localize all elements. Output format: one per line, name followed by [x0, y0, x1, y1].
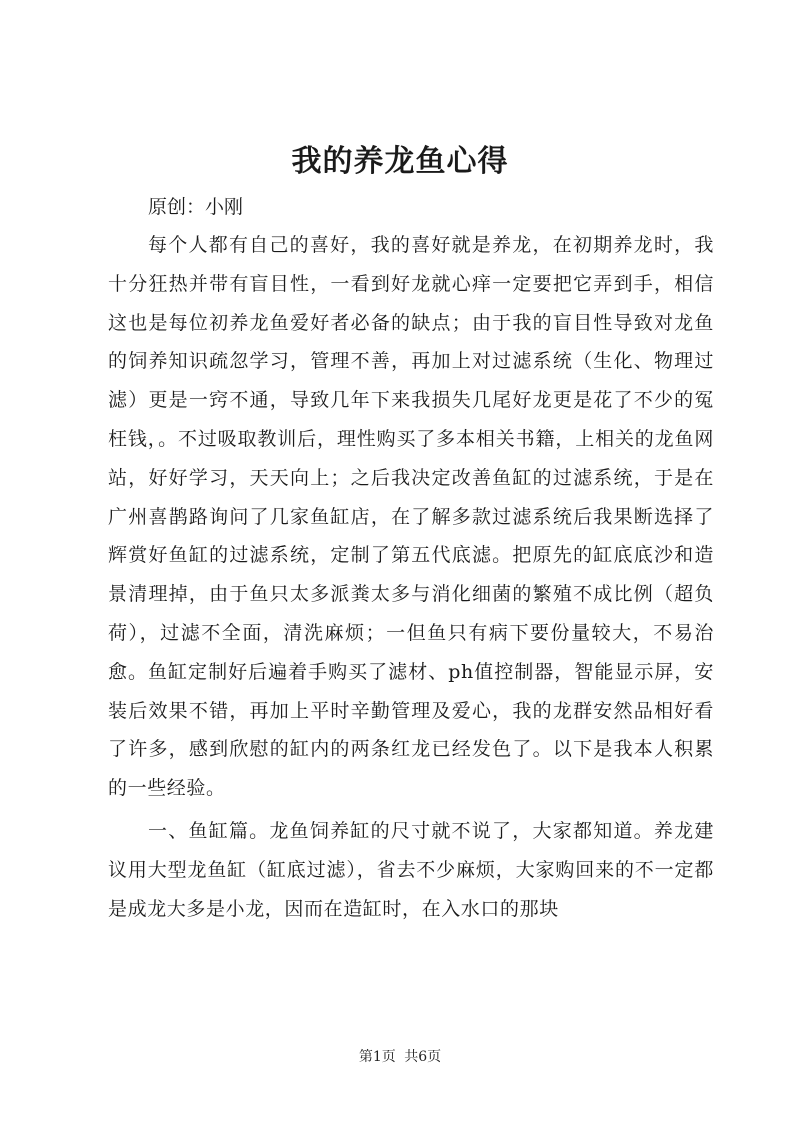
author-line: 原创：小刚	[148, 196, 244, 218]
paragraph-2: 一、鱼缸篇。龙鱼饲养缸的尺寸就不说了，大家都知道。养龙建议用大型龙鱼缸（缸底过滤），省去不少麻烦，大家购回来的不一定都是成龙大多是小龙，因而在造缸时，在入水口的那块	[108, 819, 714, 920]
page-number: 第1页	[358, 1049, 396, 1065]
paragraph-1: 每个人都有自己的喜好，我的喜好就是养龙，在初期养龙时，我十分狂热并带有盲目性，一看到好龙就心痒一定要把它弄到手，相信这也是每位初养龙鱼爱好者必备的缺点；由于我的盲目性导致对龙鱼的饲养知识疏忽学习，管理不善，再加上对过滤系统（生化、物理过滤）更是一窍不通，导致几年下来我损失几尾好龙更是花了不少的冤枉钱，。不过吸取教训后，理性购买了多本相关书籍，上相关的龙鱼网站，好好学习，天天向上；之后我决定改善鱼缸的过滤系统，于是在广州喜鹊路询问了几家鱼缸店，在了解多款过滤系统后我果断选择了辉赏好鱼缸的过滤系统，定制了第五代底滤。把原先的缸底底沙和造景清理掉，由于鱼只太多派粪太多与消化细菌的繁殖不成比例（超负荷），过滤不全面，清洗麻烦；一但鱼只有病下要份量较大，不易治愈。鱼缸定制好后遍着手购买了滤材、ph值控制器，智能显示屏，安装后效果不错，再加上平时辛勤管理及爱心，我的龙群安然品相好看了许多，感到欣慰的缸内的两条红龙已经发色了。以下是我本人积累的一些经验。	[108, 234, 714, 800]
document-body	[108, 190, 714, 928]
page-total: 共6页	[404, 1049, 442, 1065]
page-footer	[0, 1047, 800, 1067]
document-title: 我的养龙鱼心得	[291, 144, 509, 179]
